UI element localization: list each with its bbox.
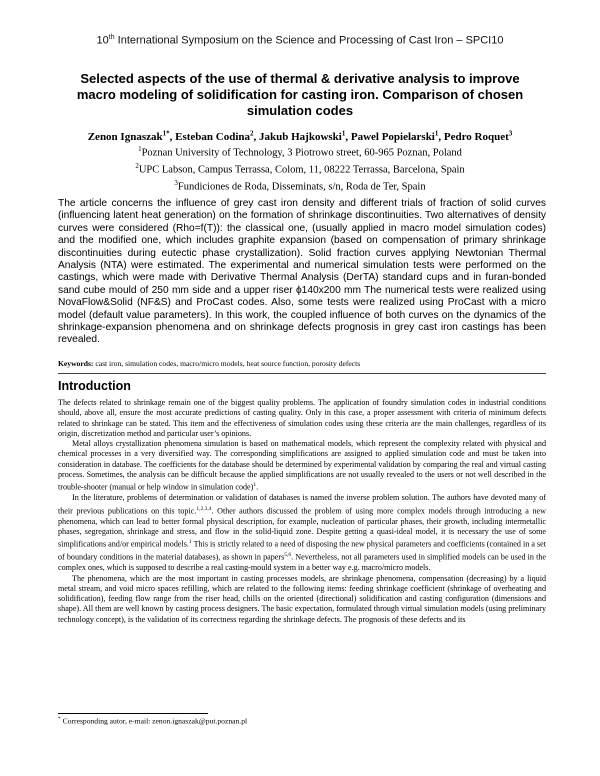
abstract: The article concerns the influence of grey cast iron density and different trials of fraction of solid curves (influencing latent heat generation) on the formation of shrinkage discontinuities. Two alternatives of density curves were considered (Rho=f(T)): the classical one, (usually applied in macro model simulation codes) and the modified one, which includes graphite expansion (based on compensation of primary shrinkage discontinuities during eutectic phase crystallization). Solid fraction curves applying Newtonian Thermal Analysis (NTA) were estimated. The experimental and numerical simulation tests were performed on the castings, which were made with Derivative Thermal Analysis (DerTA) standard cups and in furan-bonded sand cube mould of 250 mm side and a upper riser ϕ140x200 mm The numerical tests were realized using NovaFlow&Solid (NF&S) and ProCast codes. Also, some tests were realized using ProCast with a micro model (default value parameters). In this work, the coupled influence of both curves on the dynamics of the shrinkage-expansion phenomena and on shrinkage defects prognosis in grey cast iron castings has been revealed. <box>58 198 546 346</box>
author: Jakub Hajkowski$^1$, <box>259 129 351 143</box>
citation: 5,6 <box>284 552 292 559</box>
conference-name: International Symposium on the Science and Processing of Cast Iron – SPCI10 <box>114 34 504 47</box>
footnote-rule <box>58 713 208 714</box>
paragraph: The phenomena, which are the most important in casting processes models, are shrinkage phenomena, compensation (decreasing) by a liquid metal stream, and void micro spaces refilling, which are related to the following items: feeding shrinkage coefficient (shrinkage of overheating and solidification), feeding flow range from the riser head, chills on the oriented (directional) solidification and casting configuration (dimensions and shape). All them are well known by casting process designers. The basic expectation, formulated through virtual simulation models (using preliminary technology concept), is the validation of its correctness regarding the shrinkage defects. The prognosis of these defects and its <box>58 573 546 624</box>
author: Esteban Codina$^2$, <box>175 129 259 143</box>
paragraph: The defects related to shrinkage remain one of the biggest quality problems. The application of foundry simulation codes in industrial conditions should, above all, ensure the most accurate predictions of casting quality. Only in this case, a proper assessment with criteria of minimum defects related to shrinkage can be stated. This item and the effectiveness of simulation codes using these criteria are the main challenges, regardless of its origin, discretization method and particular user’s opinions. <box>58 398 546 438</box>
section-divider <box>58 373 546 374</box>
affiliation: $^3$Fundiciones de Roda, Disseminats, s/n, Roda de Ter, Spain <box>174 179 426 193</box>
running-header <box>0 34 600 47</box>
footnote-mark: * <box>58 716 61 722</box>
author: Zenon Ignaszak$^{1*}$, <box>87 129 176 143</box>
keywords <box>58 359 546 368</box>
body-text <box>58 398 546 625</box>
author-list <box>20 129 580 143</box>
citation: 1,2,3,4 <box>196 505 212 512</box>
footnote <box>58 716 546 726</box>
author: Pawel Popielarski$^1$, <box>350 129 444 143</box>
citation: 1 <box>188 539 192 546</box>
citation: 1 <box>253 482 257 489</box>
affiliation: $^2$UPC Labson, Campus Terrassa, Colom, 11, 08222 Terrassa, Barcelona, Spain <box>135 162 465 176</box>
paragraph: Metal alloys crystallization phenomena simulation is based on mathematical models, which represent the complexity related with physical and chemical processes in a very diversified way. The corresponding simplifications are assigned to applied simulation code and must be taken into consideration in database. The coefficients for the database should be determined by experimental validation by comparing the real and virtual casting process. Sometimes, the analysis can be difficult because the applied simplifications are not usually revealed to the users or not well described in the trouble-shooter (manual or help window in simulation code)$^1$. <box>58 439 546 493</box>
edition-number: 10 <box>96 34 109 47</box>
paragraph: In the literature, problems of determination or validation of databases is named the inverse problem solution. The authors have devoted many of their previous publications on this topic.$^{1,2,3,4}$. Other authors discussed the problem of using more complex models through introducing a new phenomena, which can lead to better formal physical description, for example, nucleation of particular phases, their growth, including intermetallic phases, segregation, shrinkage and stress, and flow in the solid-liquid zone. Despite getting a quasi-ideal model, it is necessary the use of some simplifications and/or empirical models.$^1$ This is strictly related to a need of disposing the new physical parameters and coefficients (contained in a set of boundary conditions in the material databases), as shown in papers$^{5,6}$. Nevertheless, not all parameters used in simplified models can be used in the complex ones, which is supposed to describe a real casting-mould system in a better way e.g. macro/micro models. <box>58 493 546 573</box>
edition-suffix: th <box>108 34 115 41</box>
section-heading: Introduction <box>58 379 131 393</box>
affiliation: $^1$Poznan University of Technology, 3 Piotrowo street, 60-965 Poznan, Poland <box>138 145 462 159</box>
affiliation-list <box>20 143 580 194</box>
keywords-label: Keywords: <box>58 359 94 368</box>
paper-title: Selected aspects of the use of thermal & derivative analysis to improve macro modeling of solidification for casting iron. Comparison of chosen simulation codes <box>76 71 524 118</box>
author: Pedro Roquet$^3$ <box>443 129 513 143</box>
footnote-text: Corresponding autor, e-mail: zenon.ignaszak@put.poznan.pl <box>60 716 248 726</box>
keywords-text: cast iron, simulation codes, macro/micro models, heat source function, porosity defects <box>93 359 361 368</box>
